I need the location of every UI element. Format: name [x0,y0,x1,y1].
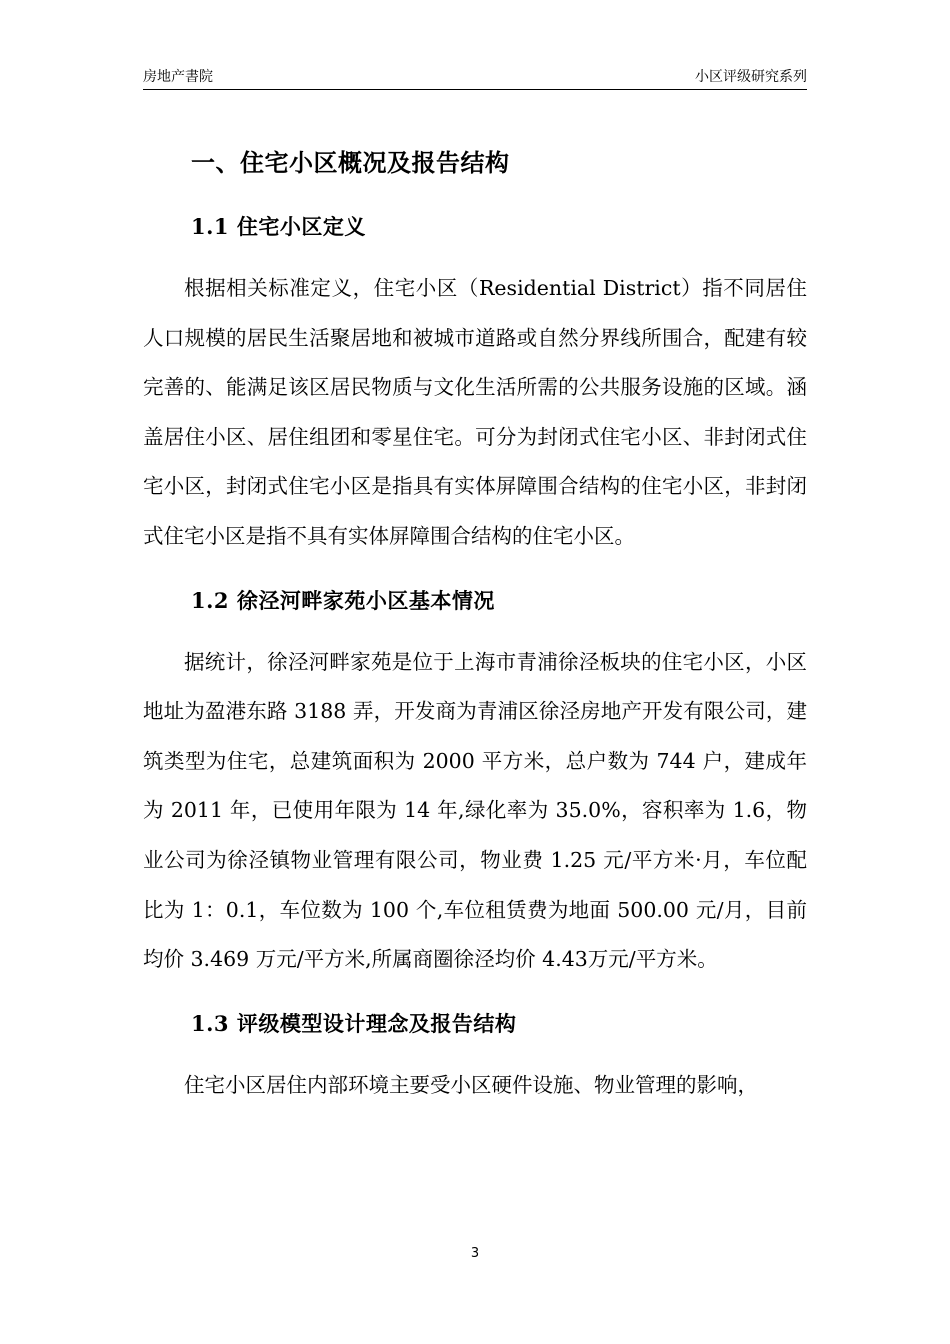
page-header [143,66,807,88]
section-heading-1-2: 1.2 徐泾河畔家苑小区基本情况 [191,587,495,613]
header-publisher: 房地产書院 [143,69,213,85]
section-paragraph-1-3: 住宅小区居住内部环境主要受小区硬件设施、物业管理的影响， [184,1072,758,1097]
section-paragraph-1-2: 据统计，徐泾河畔家苑是位于上海市青浦徐泾板块的住宅小区，小区地址为盈港东路 3188 弄，开发商为青浦区徐泾房地产开发有限公司，建筑类型为住宅，总建筑面积为 2000 平方米，总户数为 744 户，建成年为 2011 年，已使用年限为 14 年,绿化率为 35.0%，容积率为 1.6，物业公司为徐泾镇物业管理有限公司，物业费 1.25 元/平方米·月，车位配比为 1：0.1，车位数为 100 个,车位租赁费为地面 500.00 元/月，目前均价 3.469 万元/平方米,所属商圈徐泾均价 4.43万元/平方米。 [143,649,807,972]
page-number: 3 [470,1246,480,1261]
page-content [143,138,807,1110]
header-series-title: 小区评级研究系列 [695,69,807,85]
section-heading-1-3: 1.3 评级模型设计理念及报告结构 [191,1010,517,1036]
chapter-title: 一、住宅小区概况及报告结构 [191,148,510,177]
header-rule [143,89,807,90]
section-paragraph-1-1: 根据相关标准定义，住宅小区（Residential District）指不同居住人口规模的居民生活聚居地和被城市道路或自然分界线所围合，配建有较完善的、能满足该区居民物质与文化生活所需的公共服务设施的区域。涵盖居住小区、居住组团和零星住宅。可分为封闭式住宅小区、非封闭式住宅小区，封闭式住宅小区是指具有实体屏障围合结构的住宅小区，非封闭式住宅小区是指不具有实体屏障围合结构的住宅小区。 [143,276,807,548]
section-heading-1-1: 1.1 住宅小区定义 [191,214,366,239]
